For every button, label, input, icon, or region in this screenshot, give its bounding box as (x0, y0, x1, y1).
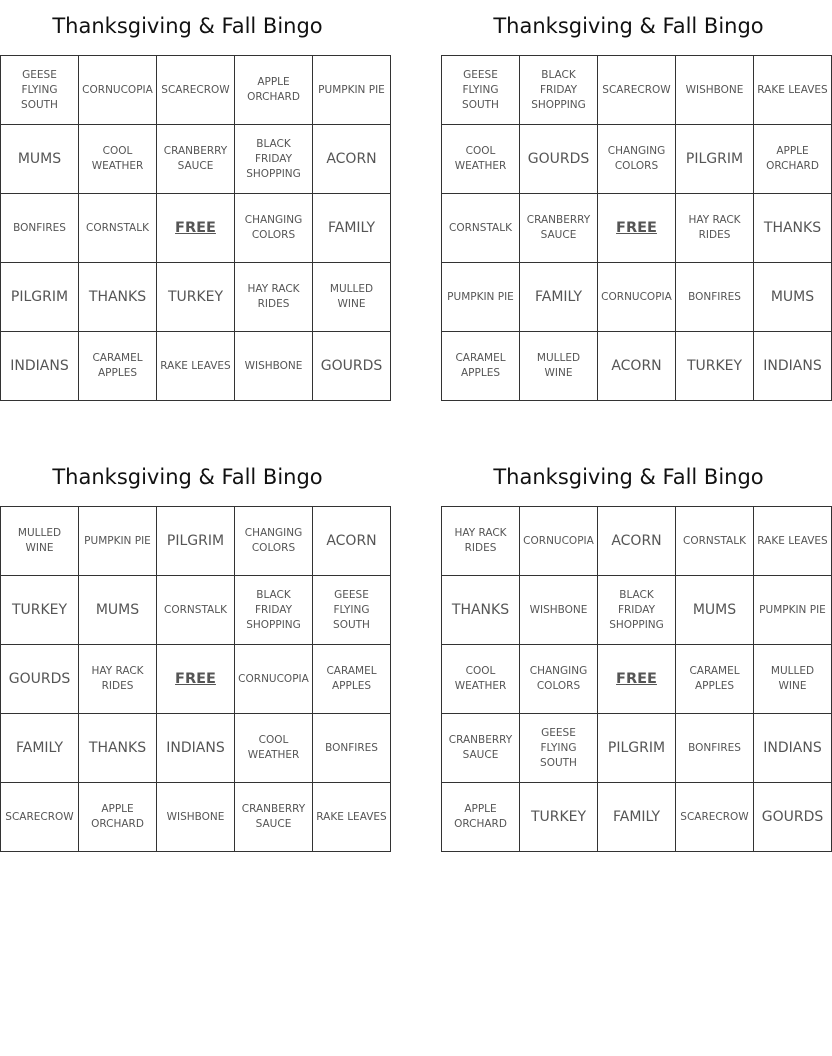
bingo-cell: FAMILY (1, 714, 79, 783)
grid-row (442, 783, 832, 852)
card-title: Thanksgiving & Fall Bingo (493, 465, 764, 489)
grid-row (1, 332, 391, 401)
bingo-grid (0, 506, 391, 852)
bingo-cell: GOURDS (1, 645, 79, 714)
bingo-cell: THANKS (754, 194, 832, 263)
bingo-cell: BONFIRES (676, 714, 754, 783)
bingo-cell: HAY RACK RIDES (676, 194, 754, 263)
bingo-cell: CHANGING COLORS (520, 645, 598, 714)
bingo-cell: BLACK FRIDAY SHOPPING (235, 576, 313, 645)
bingo-cell: MULLED WINE (313, 263, 391, 332)
bingo-cell: RAKE LEAVES (754, 56, 832, 125)
bingo-cell: CORNSTALK (676, 507, 754, 576)
bingo-cell: ACORN (598, 507, 676, 576)
bingo-cell: THANKS (442, 576, 520, 645)
bingo-cell: GEESE FLYING SOUTH (313, 576, 391, 645)
grid-row (1, 125, 391, 194)
bingo-cell: SCARECROW (157, 56, 235, 125)
bingo-cell: PILGRIM (676, 125, 754, 194)
bingo-cell: COOL WEATHER (442, 645, 520, 714)
bingo-cell: GEESE FLYING SOUTH (1, 56, 79, 125)
bingo-cell: CHANGING COLORS (235, 194, 313, 263)
bingo-cell: BLACK FRIDAY SHOPPING (520, 56, 598, 125)
free-space: FREE (598, 645, 676, 714)
bingo-cell: BLACK FRIDAY SHOPPING (235, 125, 313, 194)
bingo-cell: CARAMEL APPLES (79, 332, 157, 401)
grid-row (442, 125, 832, 194)
bingo-cell: PILGRIM (157, 507, 235, 576)
bingo-cell: TURKEY (520, 783, 598, 852)
grid-row (442, 56, 832, 125)
bingo-cell: PUMPKIN PIE (754, 576, 832, 645)
bingo-cell: BLACK FRIDAY SHOPPING (598, 576, 676, 645)
bingo-cell: CARAMEL APPLES (442, 332, 520, 401)
bingo-cell: MULLED WINE (1, 507, 79, 576)
bingo-grid (441, 55, 832, 401)
bingo-cell: RAKE LEAVES (754, 507, 832, 576)
grid-row (442, 645, 832, 714)
bingo-cell: CRANBERRY SAUCE (442, 714, 520, 783)
free-space: FREE (598, 194, 676, 263)
bingo-cell: CRANBERRY SAUCE (157, 125, 235, 194)
bingo-cell: GOURDS (520, 125, 598, 194)
bingo-cell: PILGRIM (598, 714, 676, 783)
bingo-cell: INDIANS (754, 332, 832, 401)
grid-row (1, 576, 391, 645)
bingo-cell: COOL WEATHER (442, 125, 520, 194)
grid-row (1, 783, 391, 852)
bingo-cell: MULLED WINE (520, 332, 598, 401)
bingo-cell: PILGRIM (1, 263, 79, 332)
bingo-cell: RAKE LEAVES (313, 783, 391, 852)
bingo-grid (0, 55, 391, 401)
grid-row (442, 576, 832, 645)
bingo-cell: BONFIRES (313, 714, 391, 783)
bingo-cell: PUMPKIN PIE (79, 507, 157, 576)
bingo-cell: GEESE FLYING SOUTH (520, 714, 598, 783)
bingo-cell: MUMS (754, 263, 832, 332)
bingo-cell: WISHBONE (676, 56, 754, 125)
bingo-cell: BONFIRES (1, 194, 79, 263)
bingo-cell: INDIANS (157, 714, 235, 783)
grid-row (442, 194, 832, 263)
card-title: Thanksgiving & Fall Bingo (493, 14, 764, 38)
bingo-cell: CHANGING COLORS (598, 125, 676, 194)
bingo-cell: INDIANS (1, 332, 79, 401)
bingo-cell: COOL WEATHER (79, 125, 157, 194)
grid-row (1, 645, 391, 714)
bingo-cell: SCARECROW (598, 56, 676, 125)
bingo-cell: RAKE LEAVES (157, 332, 235, 401)
bingo-cell: FAMILY (520, 263, 598, 332)
card-title: Thanksgiving & Fall Bingo (52, 465, 323, 489)
bingo-cell: MULLED WINE (754, 645, 832, 714)
grid-row (442, 263, 832, 332)
bingo-cell: TURKEY (676, 332, 754, 401)
grid-row (442, 714, 832, 783)
bingo-cell: HAY RACK RIDES (79, 645, 157, 714)
grid-row (1, 194, 391, 263)
bingo-cell: WISHBONE (157, 783, 235, 852)
bingo-cell: HAY RACK RIDES (235, 263, 313, 332)
bingo-cell: COOL WEATHER (235, 714, 313, 783)
bingo-cell: CORNUCOPIA (520, 507, 598, 576)
bingo-cell: WISHBONE (235, 332, 313, 401)
bingo-cell: HAY RACK RIDES (442, 507, 520, 576)
bingo-cell: CARAMEL APPLES (313, 645, 391, 714)
bingo-cell: SCARECROW (676, 783, 754, 852)
bingo-cell: PUMPKIN PIE (313, 56, 391, 125)
bingo-cell: PUMPKIN PIE (442, 263, 520, 332)
bingo-cell: CRANBERRY SAUCE (235, 783, 313, 852)
bingo-grid (441, 506, 832, 852)
free-space: FREE (157, 194, 235, 263)
bingo-cell: BONFIRES (676, 263, 754, 332)
bingo-cell: ACORN (313, 125, 391, 194)
bingo-cell: CORNUCOPIA (79, 56, 157, 125)
grid-row (1, 263, 391, 332)
bingo-cell: CHANGING COLORS (235, 507, 313, 576)
card-title: Thanksgiving & Fall Bingo (52, 14, 323, 38)
bingo-cell: WISHBONE (520, 576, 598, 645)
bingo-cell: CARAMEL APPLES (676, 645, 754, 714)
bingo-cell: THANKS (79, 714, 157, 783)
bingo-cell: ACORN (598, 332, 676, 401)
bingo-cell: THANKS (79, 263, 157, 332)
bingo-cell: MUMS (79, 576, 157, 645)
bingo-cell: GEESE FLYING SOUTH (442, 56, 520, 125)
grid-row (442, 332, 832, 401)
bingo-cell: CORNSTALK (442, 194, 520, 263)
grid-row (1, 56, 391, 125)
grid-row (442, 507, 832, 576)
bingo-cell: GOURDS (754, 783, 832, 852)
bingo-cell: APPLE ORCHARD (79, 783, 157, 852)
bingo-cell: CORNUCOPIA (598, 263, 676, 332)
bingo-cell: FAMILY (313, 194, 391, 263)
bingo-cell: FAMILY (598, 783, 676, 852)
bingo-cell: MUMS (676, 576, 754, 645)
free-space: FREE (157, 645, 235, 714)
bingo-cell: APPLE ORCHARD (235, 56, 313, 125)
bingo-cell: TURKEY (157, 263, 235, 332)
bingo-cell: TURKEY (1, 576, 79, 645)
bingo-cell: APPLE ORCHARD (754, 125, 832, 194)
bingo-cell: INDIANS (754, 714, 832, 783)
bingo-cell: CORNSTALK (79, 194, 157, 263)
grid-row (1, 714, 391, 783)
bingo-cell: CORNUCOPIA (235, 645, 313, 714)
grid-row (1, 507, 391, 576)
bingo-cell: ACORN (313, 507, 391, 576)
bingo-cell: GOURDS (313, 332, 391, 401)
bingo-cell: SCARECROW (1, 783, 79, 852)
bingo-cell: CRANBERRY SAUCE (520, 194, 598, 263)
bingo-cell: CORNSTALK (157, 576, 235, 645)
bingo-cell: MUMS (1, 125, 79, 194)
bingo-cell: APPLE ORCHARD (442, 783, 520, 852)
